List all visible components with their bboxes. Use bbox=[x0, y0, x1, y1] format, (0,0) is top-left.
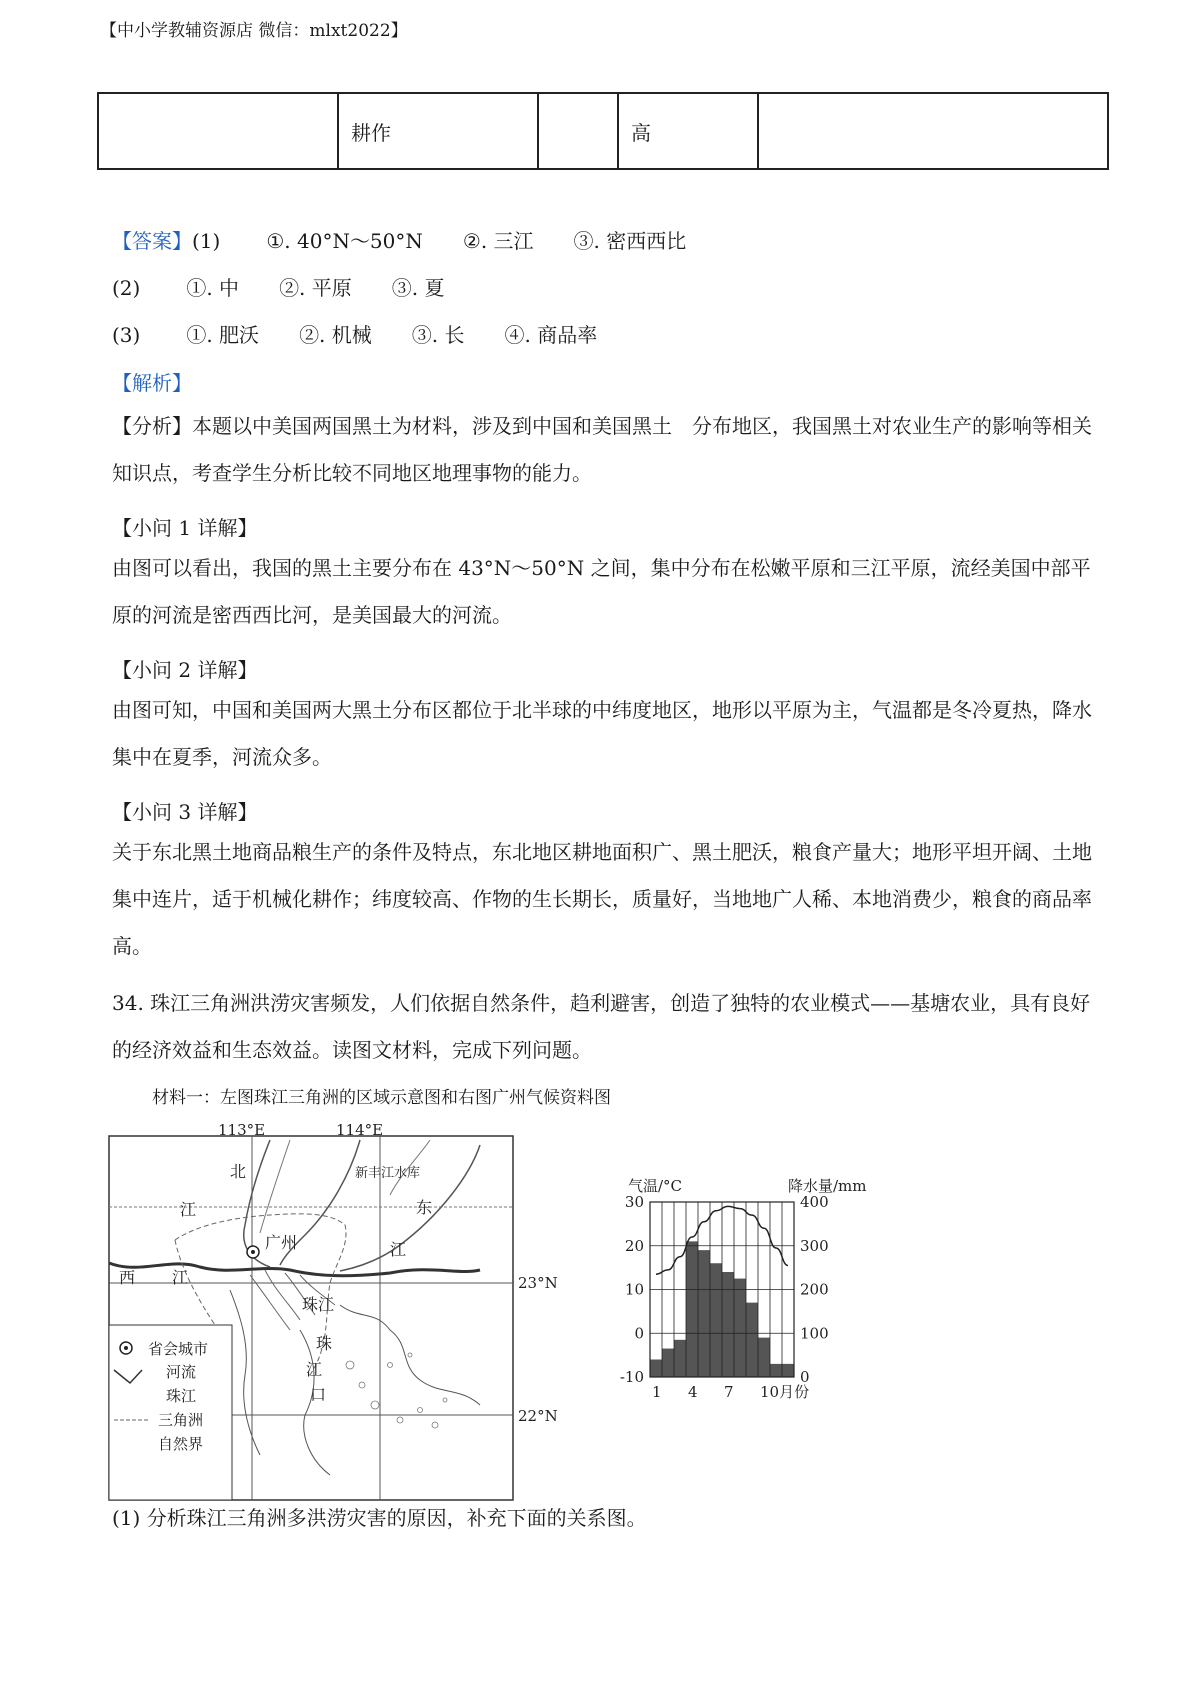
map-label: 西 bbox=[119, 1268, 136, 1287]
precip-tick-label: 0 bbox=[800, 1368, 810, 1386]
answer-number: (2) bbox=[112, 276, 141, 300]
answer-item: ③. 密西西比 bbox=[573, 229, 687, 253]
table-cell bbox=[758, 93, 1108, 169]
temp-tick-label: -10 bbox=[619, 1368, 644, 1386]
answer-item: ③. 长 bbox=[411, 323, 465, 347]
precip-bar bbox=[710, 1263, 722, 1377]
precip-tick-label: 400 bbox=[800, 1193, 829, 1211]
precip-bar bbox=[650, 1360, 662, 1378]
precip-tick-label: 100 bbox=[800, 1324, 829, 1343]
lon-label: 113°E bbox=[218, 1121, 266, 1139]
answer-table-fragment bbox=[97, 92, 1109, 170]
question-1: (1) 分析珠江三角洲多洪涝灾害的原因，补充下面的关系图。 bbox=[112, 1506, 647, 1530]
answer-item: ③. 夏 bbox=[391, 276, 445, 300]
question-34: 34. 珠江三角洲洪涝灾害频发，人们依据自然条件，趋利避害，创造了独特的农业模式——基塘农业，具有良好的经济效益和生态效益。读图文材料，完成下列问题。 bbox=[112, 991, 1091, 1062]
q2-paragraph: 由图可知，中国和美国两大黑土分布区都位于北半球的中纬度地区，地形以平原为主，气温都是冬冷夏热，降水集中在夏季，河流众多。 bbox=[112, 698, 1092, 769]
map-label: 江 bbox=[306, 1360, 323, 1379]
precip-bar bbox=[674, 1340, 686, 1377]
answer-item: ②. 平原 bbox=[279, 276, 352, 300]
precip-bar bbox=[770, 1364, 782, 1377]
legend-label: 珠江 bbox=[166, 1387, 197, 1405]
precip-bar bbox=[686, 1241, 698, 1377]
table-cell bbox=[538, 93, 618, 169]
table-row bbox=[98, 93, 1108, 169]
map-label: 江 bbox=[390, 1240, 407, 1259]
map-label: 北 bbox=[230, 1162, 247, 1181]
map-label: 广州 bbox=[265, 1233, 298, 1252]
temp-tick-label: 0 bbox=[634, 1324, 644, 1343]
legend-label: 三角洲 bbox=[158, 1411, 204, 1429]
lat-label: 23°N bbox=[518, 1274, 558, 1292]
precip-bar bbox=[734, 1279, 746, 1377]
month-tick-label: 10月份 bbox=[760, 1383, 810, 1401]
legend-label: 河流 bbox=[166, 1363, 197, 1381]
map-label: 珠江 bbox=[302, 1295, 335, 1314]
q1-title: 【小问 1 详解】 bbox=[112, 516, 258, 540]
guangzhou-climate-chart bbox=[620, 1160, 900, 1420]
answer-item: ①. 肥沃 bbox=[186, 323, 260, 347]
page-header: 【中小学教辅资源店 微信：mlxt2022】 bbox=[100, 21, 408, 41]
month-tick-label: 1 bbox=[652, 1383, 662, 1401]
month-tick-label: 7 bbox=[724, 1383, 734, 1401]
answer-item: ①. 中 bbox=[186, 276, 240, 300]
map-label: 江 bbox=[172, 1268, 189, 1287]
temp-axis-label: 气温/°C bbox=[628, 1177, 683, 1195]
answer-item: ②. 三江 bbox=[462, 229, 534, 253]
q3-title: 【小问 3 详解】 bbox=[112, 800, 258, 824]
lat-label: 22°N bbox=[518, 1407, 558, 1425]
precip-axis-label: 降水量/mm bbox=[788, 1177, 867, 1195]
map-label: 口 bbox=[310, 1385, 327, 1404]
answer-item: ④. 商品率 bbox=[504, 323, 598, 347]
precip-tick-label: 300 bbox=[800, 1236, 829, 1255]
analysis-tag: 【解析】 bbox=[112, 371, 192, 395]
table-cell: 高 bbox=[618, 93, 758, 169]
q1-paragraph: 由图可以看出，我国的黑土主要分布在 43°N～50°N 之间，集中分布在松嫩平原和三江平原，流经美国中部平原的河流是密西西比河，是美国最大的河流。 bbox=[112, 556, 1091, 627]
precip-bar bbox=[662, 1349, 674, 1377]
map-label: 珠 bbox=[316, 1334, 333, 1353]
table-cell bbox=[98, 93, 338, 169]
legend-label: 省会城市 bbox=[148, 1340, 209, 1358]
material-caption: 材料一：左图珠江三角洲的区域示意图和右图广州气候资料图 bbox=[152, 1088, 611, 1108]
temp-tick-label: 10 bbox=[624, 1280, 644, 1299]
legend-label: 自然界 bbox=[158, 1435, 204, 1453]
pearl-river-delta-map bbox=[100, 1115, 558, 1515]
map-label: 东 bbox=[416, 1198, 433, 1217]
answer-line-1 bbox=[112, 225, 686, 254]
dongjiang-river bbox=[340, 1145, 480, 1271]
q3-paragraph: 关于东北黑土地商品粮生产的条件及特点，东北地区耕地面积广、黑土肥沃，粮食产量大；地形平坦开阔、土地集中连片，适于机械化耕作；纬度较高、作物的生长期长，质量好，当地地广人稀、本地消费少，粮食的商品率高。 bbox=[112, 840, 1092, 958]
q2-title: 【小问 2 详解】 bbox=[112, 658, 258, 682]
precip-bar bbox=[782, 1364, 794, 1377]
precip-bar bbox=[758, 1338, 770, 1377]
answer-tag: 【答案】 bbox=[112, 229, 192, 253]
map-label: 新丰江水库 bbox=[355, 1166, 421, 1181]
precip-bar bbox=[722, 1272, 734, 1377]
answer-number: (1) bbox=[192, 229, 221, 253]
precip-bar bbox=[698, 1250, 710, 1377]
temp-tick-label: 20 bbox=[624, 1236, 644, 1255]
month-tick-label: 4 bbox=[688, 1383, 698, 1401]
analysis-paragraph: 【分析】本题以中美国两国黑土为材料，涉及到中国和美国黑土 分布地区，我国黑土对农业生产的影响等相关知识点，考查学生分析比较不同地区地理事物的能力。 bbox=[112, 414, 1092, 485]
xijiang-river bbox=[109, 1263, 480, 1276]
lon-label: 114°E bbox=[336, 1121, 384, 1139]
precip-tick-label: 200 bbox=[800, 1280, 829, 1299]
answer-item: ②. 机械 bbox=[299, 323, 372, 347]
answer-number: (3) bbox=[112, 323, 141, 347]
precip-bar bbox=[746, 1303, 758, 1377]
temp-tick-label: 30 bbox=[624, 1193, 644, 1211]
map-label: 江 bbox=[180, 1200, 197, 1219]
answer-line-2 bbox=[112, 272, 445, 301]
answer-line-3 bbox=[112, 319, 597, 348]
table-cell: 耕作 bbox=[338, 93, 538, 169]
answer-item: ①. 40°N～50°N bbox=[266, 229, 423, 253]
